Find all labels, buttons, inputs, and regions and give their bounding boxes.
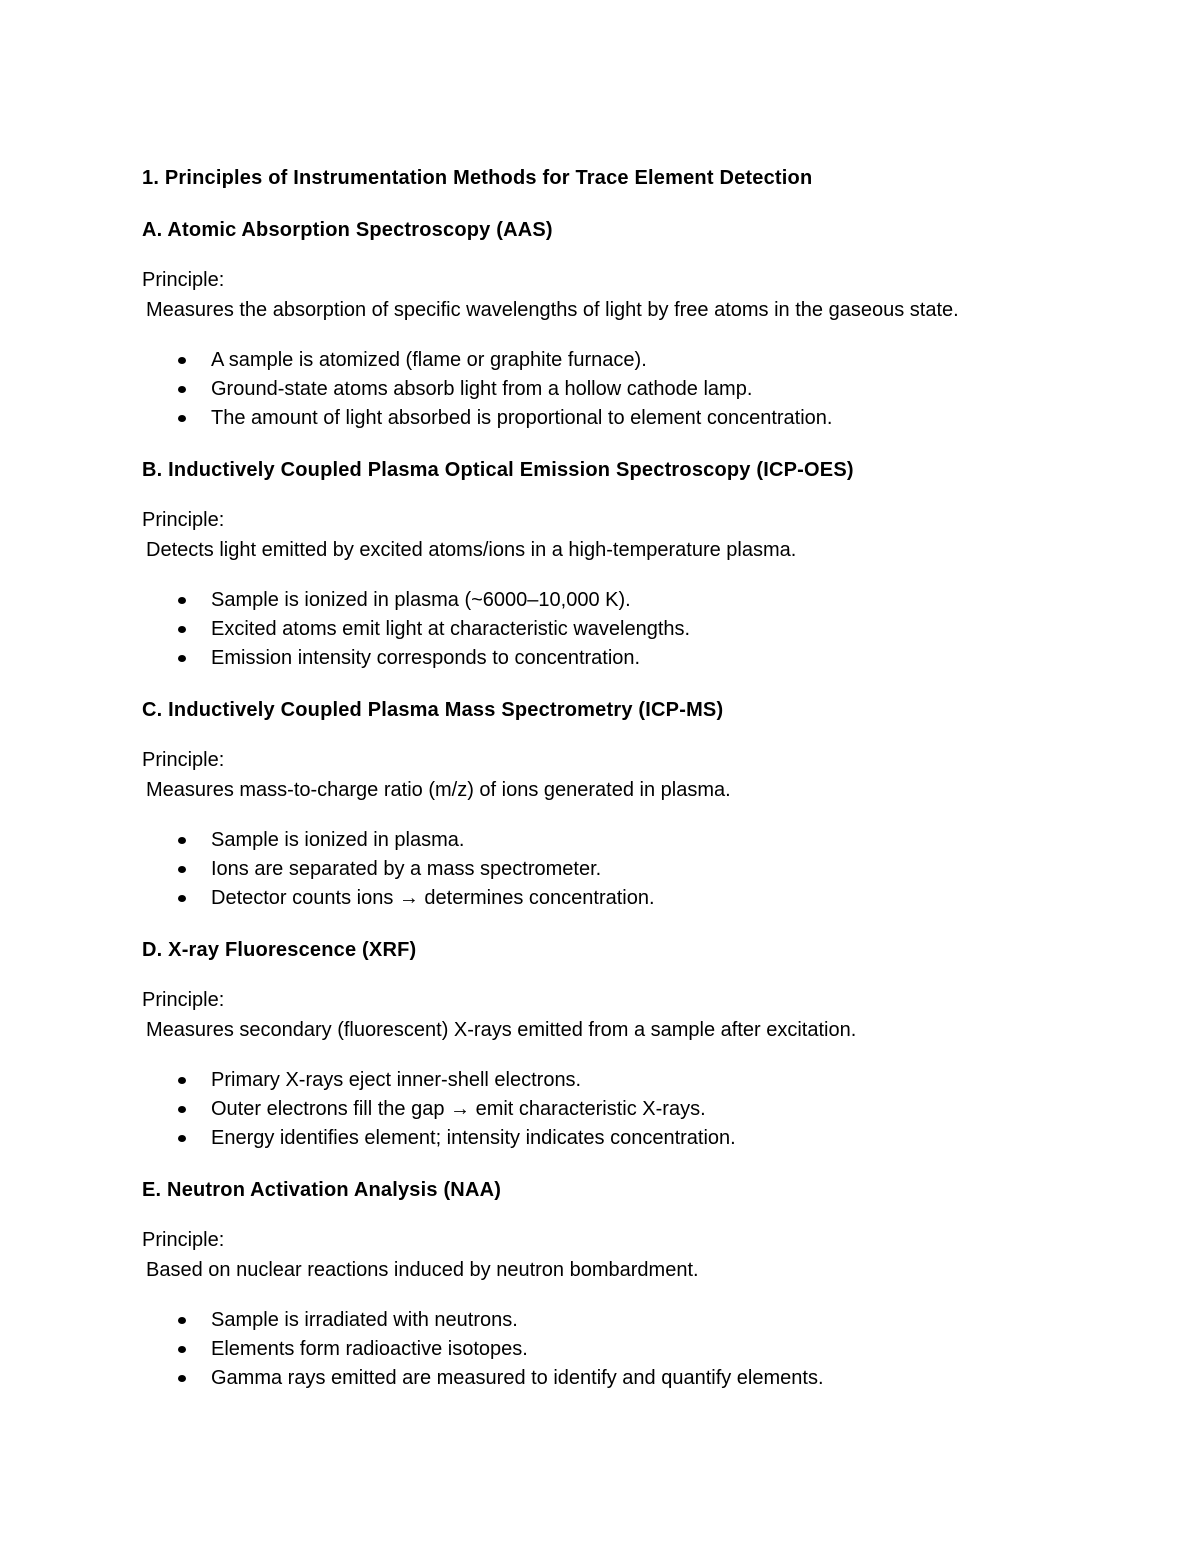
list-item-text: Elements form radioactive isotopes. <box>211 1338 528 1360</box>
list-item-text: Primary X-rays eject inner-shell electrons. <box>211 1069 582 1091</box>
bullet-icon <box>178 655 186 662</box>
bullet-icon <box>178 1106 186 1113</box>
list-item <box>142 646 1102 670</box>
bullet-icon <box>178 1135 186 1142</box>
list-item <box>142 348 1102 372</box>
principle-label: Principle: <box>142 989 225 1011</box>
bullet-icon <box>178 626 186 633</box>
principle-label: Principle: <box>142 749 225 771</box>
bullet-list <box>142 1068 1102 1150</box>
list-item <box>142 1068 1102 1092</box>
section-xrf <box>142 938 1102 1150</box>
bullet-icon <box>178 357 186 364</box>
list-item-text: Energy identifies element; intensity indicates concentration. <box>211 1127 736 1149</box>
section-naa <box>142 1178 1102 1390</box>
list-item-text: Ions are separated by a mass spectrometer. <box>211 858 602 880</box>
list-item <box>142 857 1102 881</box>
bullet-list <box>142 1308 1102 1390</box>
section-heading: C. Inductively Coupled Plasma Mass Spectrometry (ICP-MS) <box>142 699 724 721</box>
list-item-text: Sample is ionized in plasma (~6000–10,000 K). <box>211 589 631 611</box>
section-heading: A. Atomic Absorption Spectroscopy (AAS) <box>142 219 553 241</box>
principle-text: Based on nuclear reactions induced by neutron bombardment. <box>146 1259 699 1281</box>
principle-label: Principle: <box>142 509 225 531</box>
bullet-list <box>142 828 1102 910</box>
bullet-icon <box>178 1346 186 1353</box>
document-page <box>142 166 1102 1418</box>
bullet-list <box>142 348 1102 430</box>
list-item <box>142 1366 1102 1390</box>
list-item-text: Sample is ionized in plasma. <box>211 829 465 851</box>
bullet-icon <box>178 1375 186 1382</box>
list-item <box>142 377 1102 401</box>
bullet-icon <box>178 866 186 873</box>
list-item-text: Outer electrons fill the gap → emit characteristic X-rays. <box>211 1098 706 1120</box>
list-item-text: Ground-state atoms absorb light from a hollow cathode lamp. <box>211 378 753 400</box>
principle-text: Measures mass-to-charge ratio (m/z) of ions generated in plasma. <box>146 779 731 801</box>
document-title: 1. Principles of Instrumentation Methods for Trace Element Detection <box>142 167 813 189</box>
list-item-text: Detector counts ions → determines concentration. <box>211 887 655 909</box>
bullet-icon <box>178 415 186 422</box>
principle-text: Measures the absorption of specific wavelengths of light by free atoms in the gaseous state. <box>146 299 959 321</box>
list-item <box>142 1097 1102 1121</box>
bullet-icon <box>178 386 186 393</box>
list-item-text: Sample is irradiated with neutrons. <box>211 1309 518 1331</box>
principle-text: Measures secondary (fluorescent) X-rays emitted from a sample after excitation. <box>146 1019 857 1041</box>
bullet-icon <box>178 1317 186 1324</box>
list-item <box>142 406 1102 430</box>
section-aas <box>142 218 1102 430</box>
list-item-text: Gamma rays emitted are measured to identify and quantify elements. <box>211 1367 824 1389</box>
section-heading: B. Inductively Coupled Plasma Optical Emission Spectroscopy (ICP-OES) <box>142 459 854 481</box>
list-item-text: A sample is atomized (flame or graphite furnace). <box>211 349 647 371</box>
bullet-icon <box>178 895 186 902</box>
list-item <box>142 617 1102 641</box>
principle-text: Detects light emitted by excited atoms/ions in a high-temperature plasma. <box>146 539 797 561</box>
list-item-text: Emission intensity corresponds to concentration. <box>211 647 641 669</box>
list-item <box>142 1126 1102 1150</box>
list-item <box>142 1308 1102 1332</box>
principle-label: Principle: <box>142 269 225 291</box>
section-heading: D. X-ray Fluorescence (XRF) <box>142 939 417 961</box>
list-item-text: Excited atoms emit light at characteristic wavelengths. <box>211 618 691 640</box>
list-item-text: The amount of light absorbed is proportional to element concentration. <box>211 407 833 429</box>
list-item <box>142 588 1102 612</box>
section-icp-ms <box>142 698 1102 910</box>
section-icp-oes <box>142 458 1102 670</box>
bullet-icon <box>178 597 186 604</box>
principle-label: Principle: <box>142 1229 225 1251</box>
list-item <box>142 828 1102 852</box>
bullet-list <box>142 588 1102 670</box>
section-heading: E. Neutron Activation Analysis (NAA) <box>142 1179 502 1201</box>
list-item <box>142 886 1102 910</box>
list-item <box>142 1337 1102 1361</box>
bullet-icon <box>178 837 186 844</box>
bullet-icon <box>178 1077 186 1084</box>
